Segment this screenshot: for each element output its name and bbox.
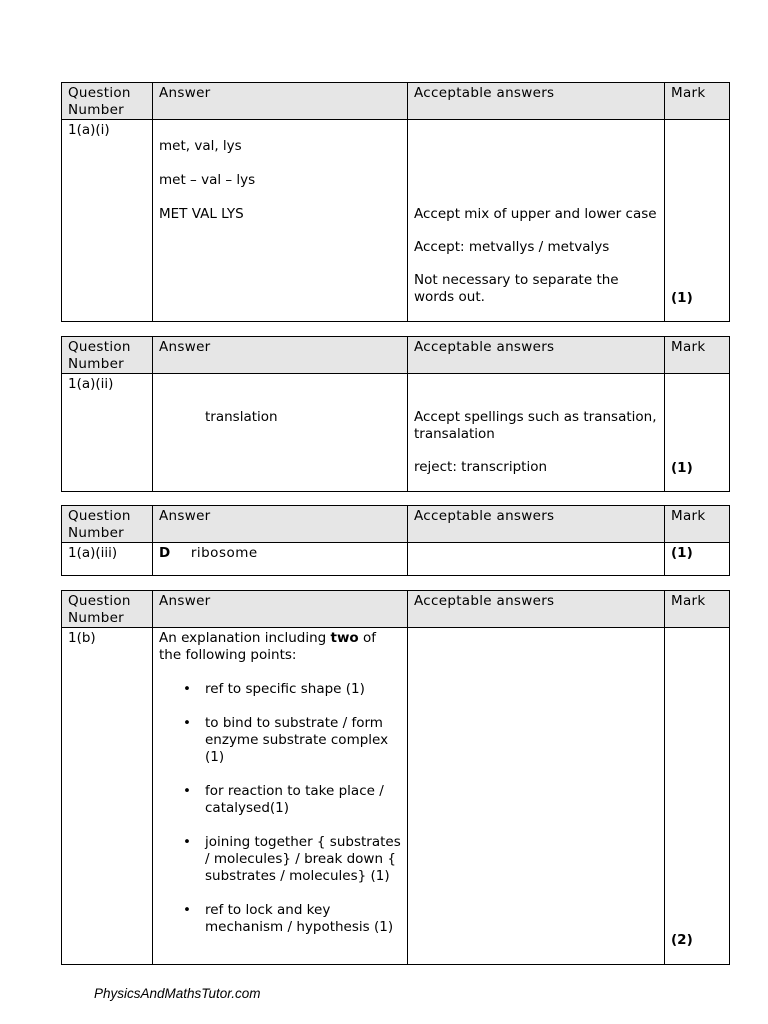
mark-scheme-table-1a-ii: [61, 336, 730, 492]
answer-cell: [153, 543, 408, 576]
acceptable-text: reject: transcription: [414, 459, 548, 475]
answer-letter: D: [159, 545, 171, 561]
header-answer: Answer: [153, 83, 408, 120]
mark-scheme-table-1a-iii: [61, 505, 730, 576]
list-item: • to bind to substrate / form enzyme substrate complex (1): [159, 715, 401, 766]
acceptable-answers-cell: [408, 543, 665, 576]
acceptable-answers-cell: [408, 374, 665, 492]
answer-cell: [153, 628, 408, 965]
list-item: • joining together { substrates / molecules} / break down { substrates / molecules} (1): [159, 834, 401, 885]
header-acceptable-answers: Acceptable answers: [408, 337, 665, 374]
header-question-number: Question Number: [62, 337, 153, 374]
question-number: 1(b): [62, 628, 153, 965]
header-answer: Answer: [153, 337, 408, 374]
header-question-number: Question Number: [62, 506, 153, 543]
header-acceptable-answers: Acceptable answers: [408, 506, 665, 543]
acceptable-text: Accept mix of upper and lower case: [414, 206, 657, 222]
acceptable-text: Not necessary to separate the words out.: [414, 272, 619, 305]
header-mark: Mark: [665, 506, 730, 543]
header-mark: Mark: [665, 337, 730, 374]
header-answer: Answer: [153, 506, 408, 543]
table-header-row: [62, 591, 730, 628]
list-item: • ref to specific shape (1): [159, 681, 401, 698]
header-answer: Answer: [153, 591, 408, 628]
answer-text: MET VAL LYS: [159, 206, 244, 222]
acceptable-text: Accept: metvallys / metvalys: [414, 239, 610, 255]
mark-value: (1): [671, 290, 693, 306]
mark-cell: [665, 374, 730, 492]
answer-text: translation: [205, 409, 278, 425]
mark-value: (1): [671, 460, 693, 476]
table-header-row: [62, 337, 730, 374]
table-row: [62, 120, 730, 322]
header-acceptable-answers: Acceptable answers: [408, 591, 665, 628]
mark-cell: [665, 628, 730, 965]
list-item: • for reaction to take place / catalysed(1): [159, 783, 401, 817]
answer-points-list: [159, 681, 401, 936]
mark-scheme-table-1a-i: [61, 82, 730, 322]
answer-cell: [153, 374, 408, 492]
header-acceptable-answers: Acceptable answers: [408, 83, 665, 120]
answer-text: met – val – lys: [159, 172, 256, 188]
table-row: [62, 374, 730, 492]
mark-value: (1): [671, 545, 693, 561]
answer-intro: An explanation including two of the following points:: [159, 630, 377, 663]
header-question-number: Question Number: [62, 591, 153, 628]
header-mark: Mark: [665, 591, 730, 628]
table-header-row: [62, 83, 730, 120]
acceptable-text: Accept spellings such as transation, transalation: [414, 409, 657, 442]
question-number: 1(a)(i): [62, 120, 153, 322]
list-item: • ref to lock and key mechanism / hypothesis (1): [159, 902, 401, 936]
table-header-row: [62, 506, 730, 543]
mark-scheme-table-1b: [61, 590, 730, 965]
answer-cell: [153, 120, 408, 322]
question-number: 1(a)(iii): [62, 543, 153, 576]
header-mark: Mark: [665, 83, 730, 120]
question-number: 1(a)(ii): [62, 374, 153, 492]
footer-source: PhysicsAndMathsTutor.com: [94, 986, 261, 1001]
mark-cell: [665, 543, 730, 576]
answer-text: ribosome: [190, 545, 258, 561]
acceptable-answers-cell: [408, 120, 665, 322]
table-row: [62, 628, 730, 965]
answer-text: met, val, lys: [159, 138, 242, 154]
mark-cell: [665, 120, 730, 322]
acceptable-answers-cell: [408, 628, 665, 965]
table-row: [62, 543, 730, 576]
mark-value: (2): [671, 932, 693, 948]
header-question-number: Question Number: [62, 83, 153, 120]
